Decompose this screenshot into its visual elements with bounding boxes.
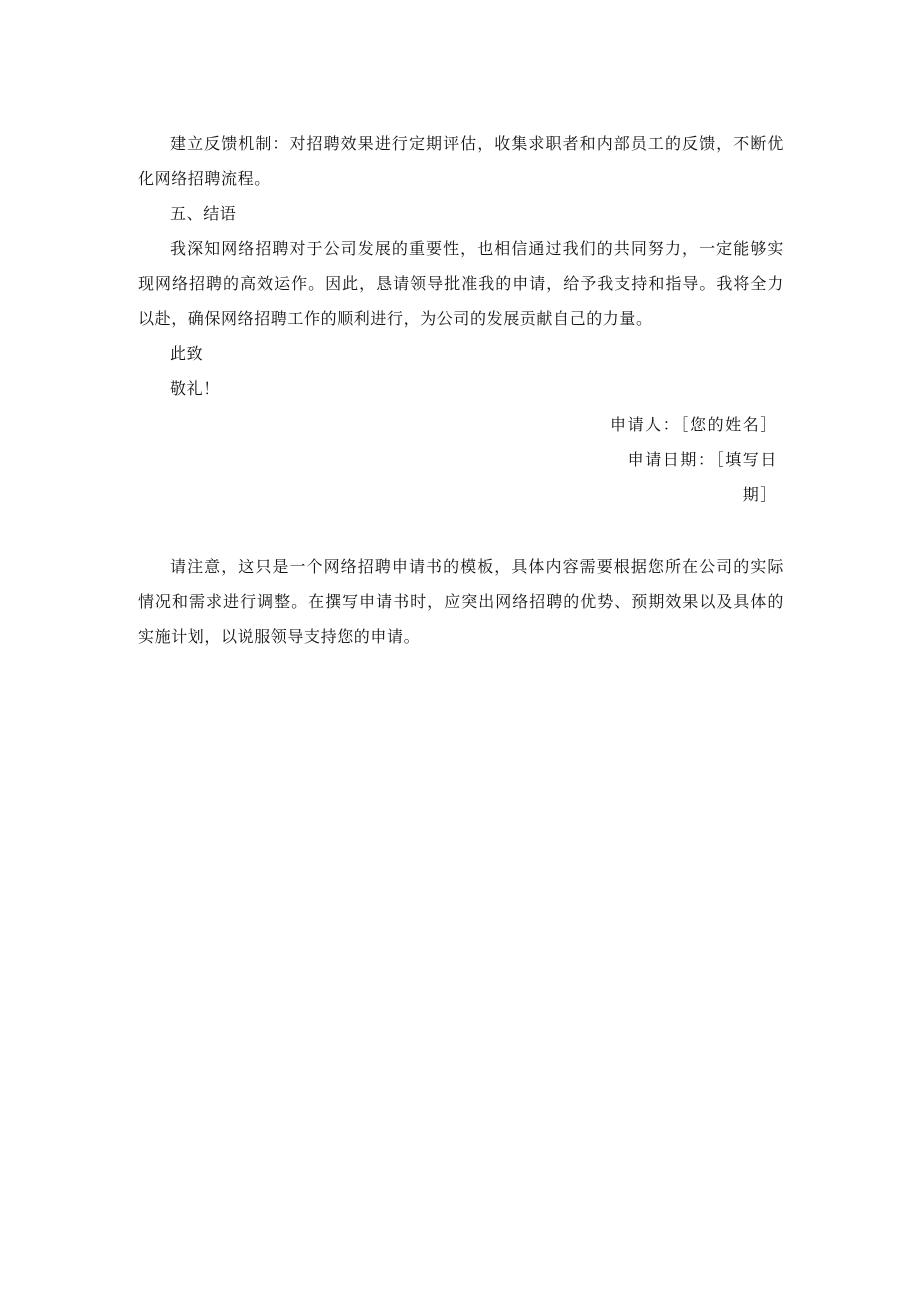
signature-block (138, 407, 778, 512)
conclusion-paragraph: 我深知网络招聘对于公司发展的重要性，也相信通过我们的共同努力，一定能够实现网络招聘的高效运作。因此，恳请领导批准我的申请，给予我支持和指导。我将全力以赴，确保网络招聘工作的顺利进行，为公司的发展贡献自己的力量。 (138, 239, 784, 328)
template-note-paragraph: 请注意，这只是一个网络招聘申请书的模板，具体内容需要根据您所在公司的实际情况和需求进行调整。在撰写申请书时，应突出网络招聘的优势、预期效果以及具体的实施计划，以说服领导支持您的申请。 (138, 557, 784, 646)
applicant-line: 申请人：［您的姓名］ (609, 415, 778, 434)
feedback-paragraph: 建立反馈机制：对招聘效果进行定期评估，收集求职者和内部员工的反馈，不断优化网络招聘流程。 (138, 134, 784, 188)
document-body (138, 126, 784, 654)
date-line: 申请日期：［填写日期］ (627, 450, 778, 504)
closing-regards: 敬礼！ (170, 379, 220, 398)
closing-salutation: 此致 (170, 344, 204, 363)
section-heading: 五、结语 (170, 204, 237, 223)
